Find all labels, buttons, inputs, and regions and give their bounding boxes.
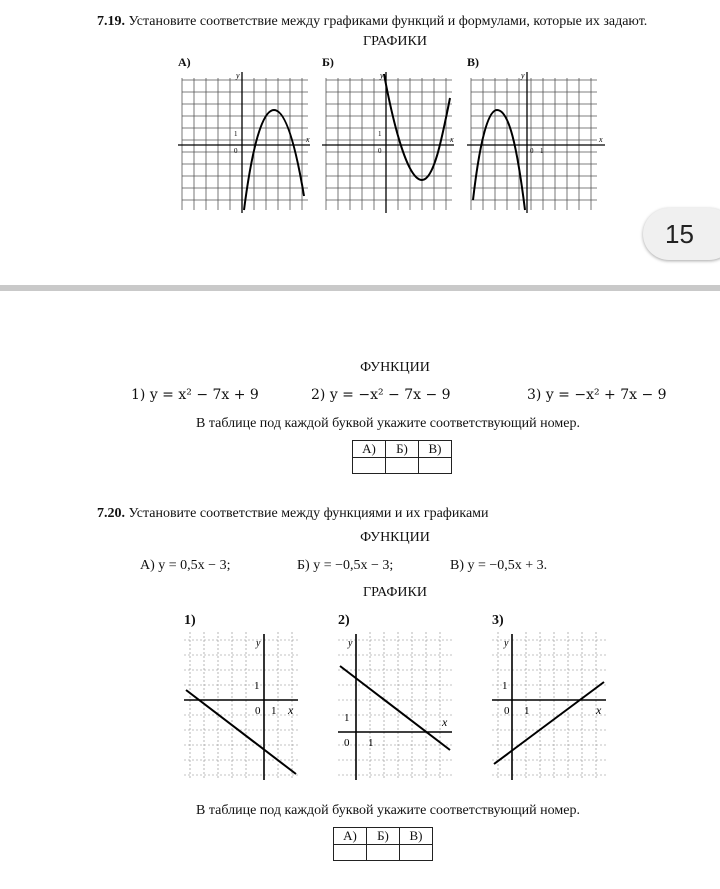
graph-a-curve xyxy=(244,110,304,210)
graph-1-origin: 0 xyxy=(255,705,261,717)
graph-label-2: 2) xyxy=(338,613,350,628)
graph-b-tick-1: 1 xyxy=(378,130,382,138)
graph-label-3: 3) xyxy=(492,613,504,628)
graph-2-x-label: x xyxy=(442,715,448,729)
answer-cell-b[interactable] xyxy=(367,845,400,861)
task-719-text: Установите соответствие между графиками функций и формулами, которые их задают. xyxy=(128,14,648,29)
formula-2: 2) y = −x² − 7x − 9 xyxy=(311,387,451,403)
graph-3-tick-y: 1 xyxy=(502,680,508,692)
graph-b-x-label: x xyxy=(450,135,454,144)
task-719-functions-heading: ФУНКЦИИ xyxy=(360,360,430,375)
graph-a-x-label: x xyxy=(306,135,310,144)
graph-v-curve xyxy=(473,110,525,210)
answer-cell-a[interactable] xyxy=(334,845,367,861)
task-720-title xyxy=(97,506,489,522)
graph-2-tick-y: 1 xyxy=(344,712,350,724)
graph-1-tick-x: 1 xyxy=(271,705,277,717)
answer-header-v: В) xyxy=(400,828,433,845)
page-divider xyxy=(0,285,720,291)
graph-a-y-label: y xyxy=(236,71,240,80)
task-720-instruction: В таблице под каждой буквой укажите соответствующий номер. xyxy=(196,803,580,818)
graph-2 xyxy=(338,632,454,780)
graph-1-tick-y: 1 xyxy=(254,680,260,692)
graph-3-line xyxy=(494,682,604,764)
graph-a xyxy=(178,68,313,213)
graph-label-v: В) xyxy=(467,55,479,69)
graph-1-x-label: x xyxy=(288,703,294,717)
graph-3-tick-x: 1 xyxy=(524,705,530,717)
answer-cell-v[interactable] xyxy=(419,458,452,474)
graph-3-x-label: x xyxy=(596,703,602,717)
task-719-answer-table xyxy=(352,440,452,474)
page-number-badge: 15 xyxy=(643,208,720,260)
function-v: В) y = −0,5x + 3. xyxy=(450,558,548,573)
graph-v-grid xyxy=(471,78,597,210)
task-720-graphs-heading: ГРАФИКИ xyxy=(363,585,427,600)
task-719-graphs-heading: ГРАФИКИ xyxy=(363,34,427,49)
graph-2-grid xyxy=(338,632,452,780)
graph-b-origin: 0 xyxy=(378,147,382,155)
graph-a-tick-1: 1 xyxy=(234,130,238,138)
graph-label-b: Б) xyxy=(322,55,334,69)
graph-v-tick-1: 1 xyxy=(540,147,544,155)
function-a: А) y = 0,5x − 3; xyxy=(140,558,231,573)
graph-v xyxy=(467,68,607,213)
answer-cell-b[interactable] xyxy=(386,458,419,474)
task-719-number: 7.19. xyxy=(97,14,125,29)
answer-header-b: Б) xyxy=(367,828,400,845)
graph-b-y-label: y xyxy=(380,71,384,80)
graph-2-y-label: y xyxy=(348,638,353,649)
task-720-number: 7.20. xyxy=(97,506,125,521)
graph-label-a: А) xyxy=(178,55,191,69)
answer-header-b: Б) xyxy=(386,441,419,458)
graph-a-grid xyxy=(182,78,308,210)
graph-1-grid xyxy=(184,632,298,780)
task-720-functions-heading: ФУНКЦИИ xyxy=(360,530,430,545)
graph-1-y-label: y xyxy=(256,638,261,649)
task-720-text: Установите соответствие между функциями и их графиками xyxy=(128,506,489,521)
graph-2-tick-x: 1 xyxy=(368,737,374,749)
graph-3-origin: 0 xyxy=(504,705,510,717)
graph-b xyxy=(322,68,457,213)
graph-label-1: 1) xyxy=(184,613,196,628)
graph-1-line xyxy=(186,690,296,774)
graph-3 xyxy=(492,632,608,780)
task-719-title xyxy=(97,14,647,30)
graph-2-origin: 0 xyxy=(344,737,350,749)
formula-3: 3) y = −x² + 7x − 9 xyxy=(527,387,667,403)
graph-a-origin: 0 xyxy=(234,147,238,155)
answer-header-a: А) xyxy=(353,441,386,458)
function-b: Б) y = −0,5x − 3; xyxy=(297,558,394,573)
task-720-answer-table xyxy=(333,827,433,861)
answer-cell-v[interactable] xyxy=(400,845,433,861)
graph-v-x-label: x xyxy=(599,135,603,144)
graph-1 xyxy=(184,632,300,780)
answer-cell-a[interactable] xyxy=(353,458,386,474)
answer-header-v: В) xyxy=(419,441,452,458)
graph-3-y-label: y xyxy=(504,638,509,649)
formula-1: 1) y = x² − 7x + 9 xyxy=(131,387,259,403)
graph-v-y-label: y xyxy=(521,71,525,80)
graph-v-origin: 0 xyxy=(530,147,534,155)
answer-header-a: А) xyxy=(334,828,367,845)
task-719-instruction: В таблице под каждой буквой укажите соответствующий номер. xyxy=(196,416,580,431)
